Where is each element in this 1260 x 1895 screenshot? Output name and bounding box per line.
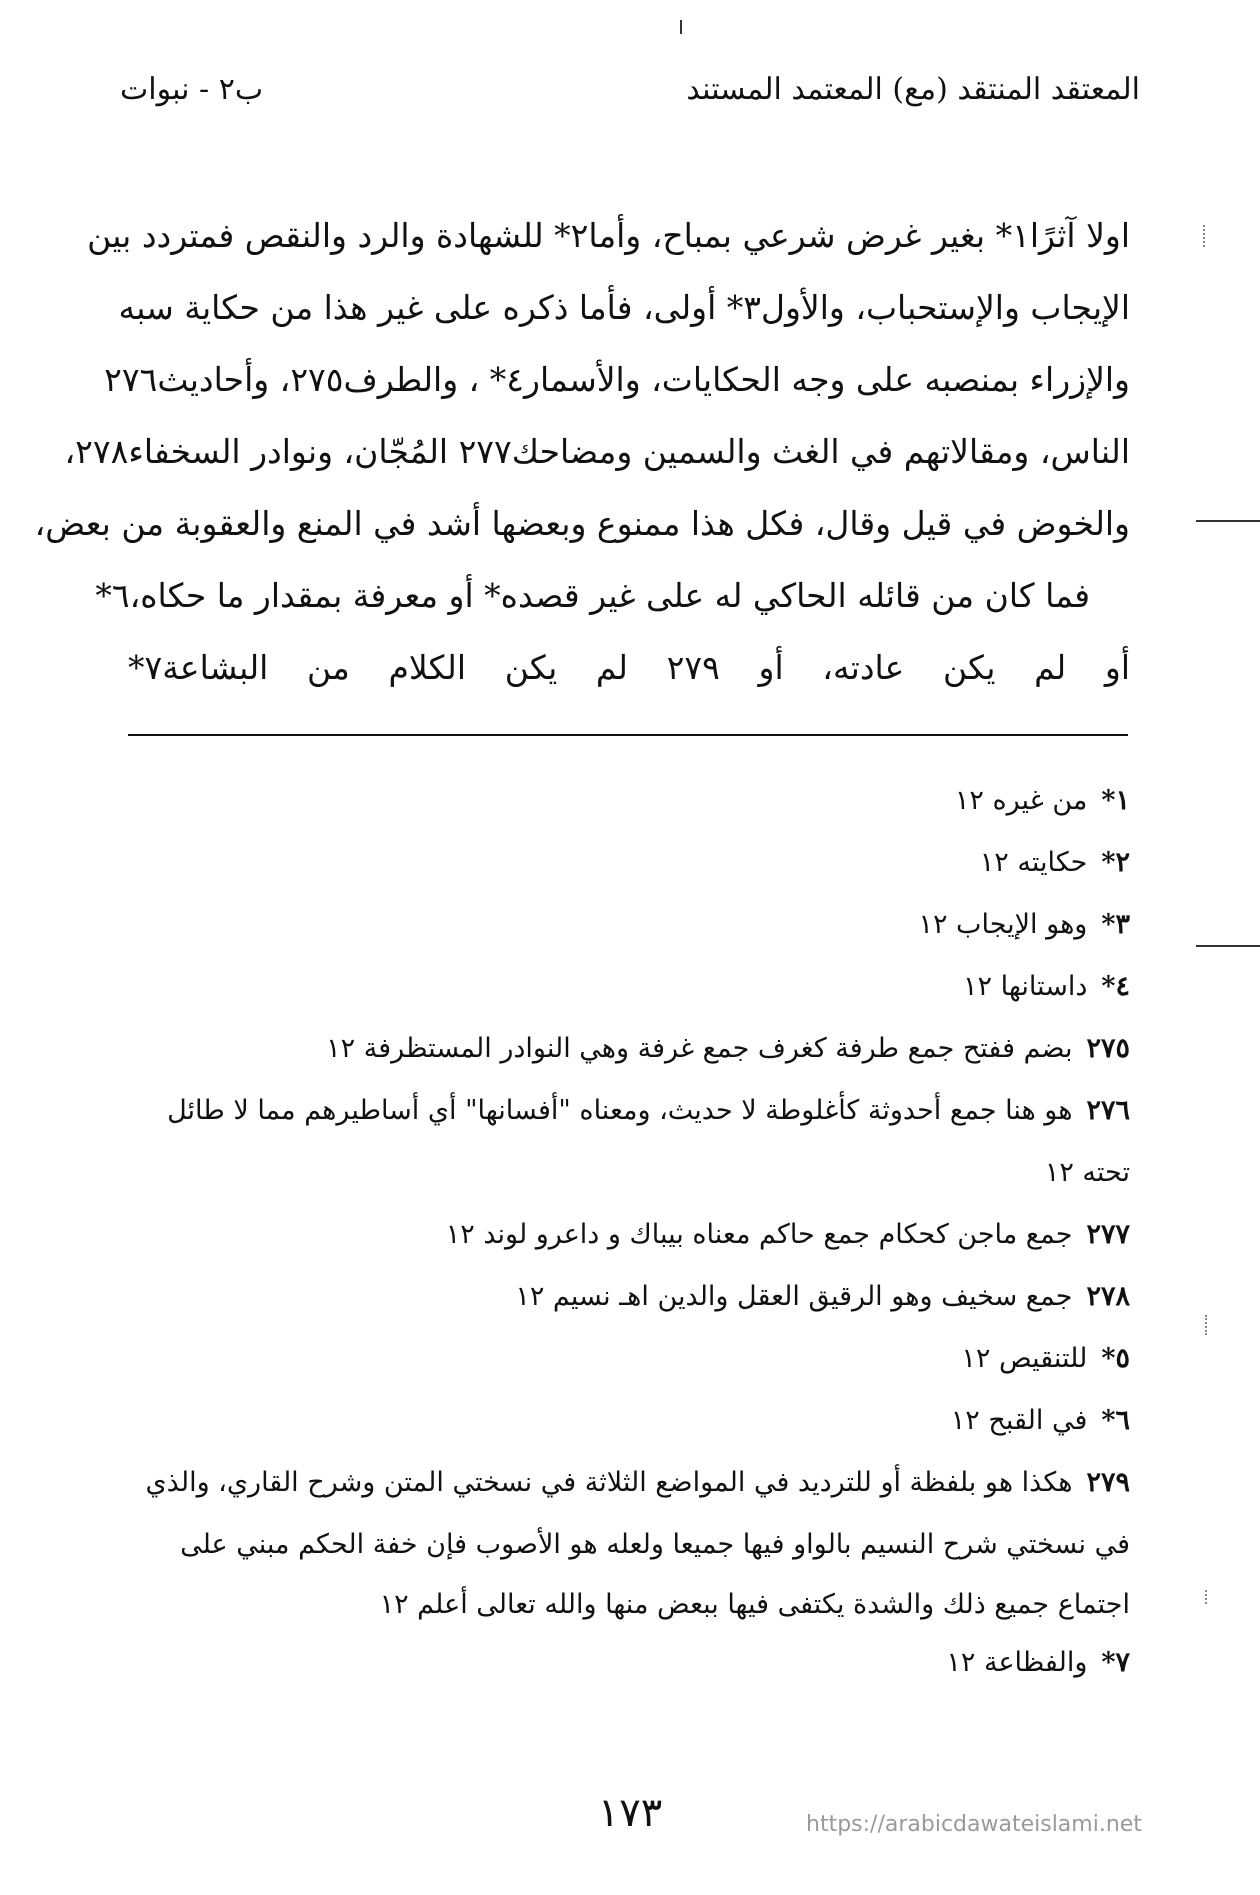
section-label: ب٢ - نبوات (120, 72, 264, 107)
footnote-text: وهو الإيجاب ١٢ (918, 909, 1088, 940)
body-line: والخوض في قيل وقال، فكل هذا ممنوع وبعضها أشد في المنع والعقوبة من بعض، (34, 504, 1130, 543)
footnote-continuation (120, 1142, 1130, 1204)
scan-mark (1196, 520, 1260, 522)
footnote (120, 832, 1130, 894)
footnote-text: حكايته ١٢ (979, 847, 1088, 878)
footnote-continuation (120, 1576, 1130, 1634)
footnote-number: ٢٧٥ (1086, 1033, 1130, 1064)
footnote-number: ٤* (1101, 971, 1130, 1002)
footnote-text: في نسختي شرح النسيم بالواو فيها جميعا ولعله هو الأصوب فإن خفة الحكم مبني على (180, 1529, 1130, 1560)
footnote (120, 894, 1130, 956)
footnote-text: داستانها ١٢ (963, 971, 1088, 1002)
main-text (34, 200, 1130, 704)
scan-mark (1205, 1590, 1207, 1604)
footnote-text: والفظاعة ١٢ (946, 1647, 1088, 1678)
watermark-url: https://arabicdawateislami.net (806, 1812, 1142, 1837)
footnote-number: ٥* (1101, 1343, 1130, 1374)
page-number: ١٧٣ (597, 1790, 663, 1836)
footnote-text: هكذا هو بلفظة أو للترديد في المواضع الثلاثة في نسختي المتن وشرح القاري، والذي (145, 1467, 1073, 1498)
scan-mark (1203, 225, 1205, 247)
footnote-number: ٢* (1101, 847, 1130, 878)
body-line: فما كان من قائله الحاكي له على غير قصده* أو معرفة بمقدار ما حكاه،٦* (95, 576, 1090, 615)
body-line: والإزراء بمنصبه على وجه الحكايات، والأسمار٤* ، والطرف٢٧٥، وأحاديث٢٧٦ (104, 360, 1130, 399)
footnote-number: ٧* (1101, 1647, 1130, 1678)
scan-mark (680, 20, 682, 34)
footnote-text: في القبح ١٢ (950, 1405, 1088, 1436)
footnote-number: ٦* (1101, 1405, 1130, 1436)
footnote-number: ٢٧٦ (1086, 1095, 1130, 1126)
footnote-text: اجتماع جميع ذلك والشدة يكتفى فيها ببعض منها والله تعالى أعلم ١٢ (379, 1589, 1130, 1620)
footnote-text: بضم ففتح جمع طرفة كغرف جمع غرفة وهي النوادر المستظرفة ١٢ (326, 1033, 1073, 1064)
footnote-number: ١* (1101, 785, 1130, 816)
footnote-number: ٢٧٩ (1086, 1467, 1130, 1498)
footnote (120, 1080, 1130, 1142)
footnote-number: ٢٧٨ (1086, 1281, 1130, 1312)
body-line: اولا آثرًا١* بغير غرض شرعي بمباح، وأما٢* للشهادة والرد والنقص فمتردد بين (87, 216, 1130, 255)
footnote-divider (128, 734, 1128, 736)
footnote-number: ٣* (1101, 909, 1130, 940)
footnote-text: للتنقيص ١٢ (961, 1343, 1088, 1374)
scan-mark (1205, 1315, 1207, 1335)
footnote (120, 1204, 1130, 1266)
footnote (120, 1328, 1130, 1390)
footnote (120, 770, 1130, 832)
footnote (120, 956, 1130, 1018)
body-line: الناس، ومقالاتهم في الغث والسمين ومضاحك٢٧٧ المُجّان، ونوادر السخفاء٢٧٨، (64, 432, 1130, 471)
footnote-continuation (120, 1514, 1130, 1576)
footnote-text: من غيره ١٢ (954, 785, 1088, 816)
footnote (120, 1634, 1130, 1692)
book-title: المعتقد المنتقد (مع) المعتمد المستند (686, 72, 1140, 107)
footnotes (120, 770, 1130, 1692)
footnote-text: هو هنا جمع أحدوثة كأغلوطة لا حديث، ومعناه "أفسانها" أي أساطيرهم مما لا طائل (167, 1095, 1073, 1126)
footnote-number: ٢٧٧ (1086, 1219, 1130, 1250)
footnote (120, 1390, 1130, 1452)
footnote (120, 1018, 1130, 1080)
footnote-text: جمع سخيف وهو الرقيق العقل والدين اهـ نسيم ١٢ (515, 1281, 1073, 1312)
footnote-text: تحته ١٢ (1044, 1157, 1130, 1188)
body-line: أو لم يكن عادته، أو ٢٧٩ لم يكن الكلام من البشاعة٧* (128, 648, 1130, 687)
scan-mark (1196, 945, 1260, 947)
footnote-text: جمع ماجن كحكام جمع حاكم معناه بيباك و داعرو لوند ١٢ (445, 1219, 1073, 1250)
body-line: الإيجاب والإستحباب، والأول٣* أولى، فأما ذكره على غير هذا من حكاية سبه (118, 288, 1130, 327)
running-header (120, 72, 1140, 122)
footnote (120, 1266, 1130, 1328)
footnote (120, 1452, 1130, 1514)
